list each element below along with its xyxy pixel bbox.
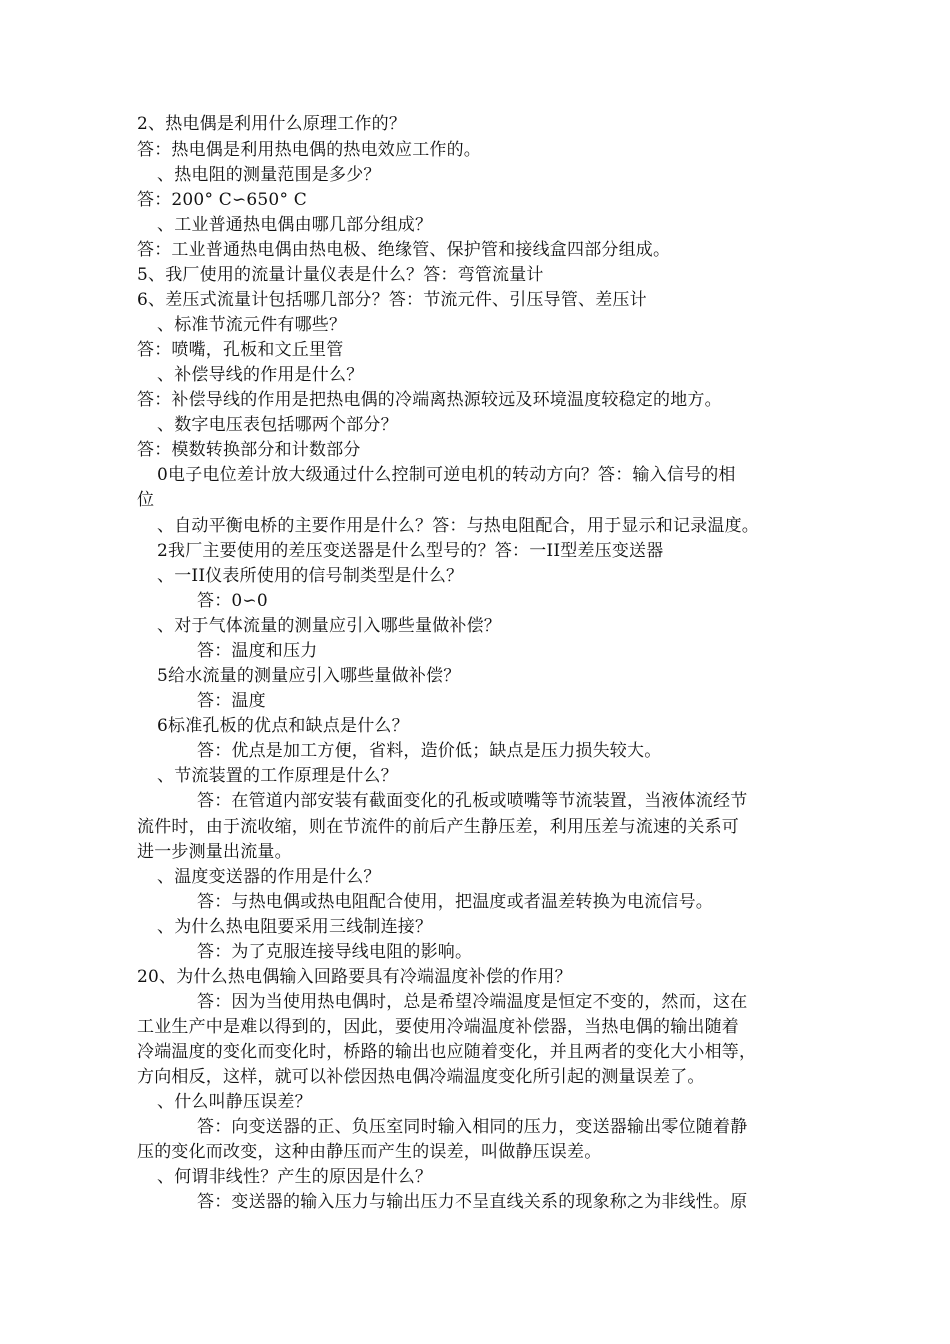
text-line: 答：0∽0 bbox=[197, 591, 268, 611]
text-line: 方向相反，这样，就可以补偿因热电偶冷端温度变化所引起的测量误差了。 bbox=[137, 1067, 705, 1087]
text-line: 、标准节流元件有哪些？ bbox=[157, 315, 347, 335]
text-line: 答：温度和压力 bbox=[197, 641, 318, 661]
text-line: 答：变送器的输入压力与输出压力不呈直线关系的现象称之为非线性。原 bbox=[197, 1192, 748, 1212]
text-line: 、补偿导线的作用是什么？ bbox=[157, 365, 364, 385]
text-line: 答：工业普通热电偶由热电极、绝缘管、保护管和接线盒四部分组成。 bbox=[137, 240, 671, 260]
text-line: 答：热电偶是利用热电偶的热电效应工作的。 bbox=[137, 140, 481, 160]
text-line: 答：补偿导线的作用是把热电偶的冷端离热源较远及环境温度较稳定的地方。 bbox=[137, 390, 722, 410]
text-line: 、节流装置的工作原理是什么？ bbox=[157, 766, 398, 786]
text-line: 答：为了克服连接导线电阻的影响。 bbox=[197, 942, 473, 962]
text-line: 答：向变送器的正、负压室同时输入相同的压力，变送器输出零位随着静 bbox=[197, 1117, 748, 1137]
text-line: 答：因为当使用热电偶时，总是希望冷端温度是恒定不变的，然而，这在 bbox=[197, 992, 748, 1012]
text-line: 、温度变送器的作用是什么？ bbox=[157, 867, 381, 887]
text-line: 6、差压式流量计包括哪几部分？答：节流元件、引压导管、差压计 bbox=[137, 290, 647, 310]
text-line: 答：在管道内部安装有截面变化的孔板或喷嘴等节流装置，当液体流经节 bbox=[197, 791, 748, 811]
text-line: 答：优点是加工方便，省料，造价低；缺点是压力损失较大。 bbox=[197, 741, 662, 761]
text-line: 、数字电压表包括哪两个部分？ bbox=[157, 415, 398, 435]
text-line: 、为什么热电阻要采用三线制连接？ bbox=[157, 917, 433, 937]
text-line: 5给水流量的测量应引入哪些量做补偿？ bbox=[157, 666, 461, 686]
text-line: 答：温度 bbox=[197, 691, 266, 711]
text-line: 6标准孔板的优点和缺点是什么？ bbox=[157, 716, 409, 736]
text-line: 进一步测量出流量。 bbox=[137, 842, 292, 862]
text-line: 答：模数转换部分和计数部分 bbox=[137, 440, 361, 460]
text-line: 20、为什么热电偶输入回路要具有冷端温度补偿的作用？ bbox=[137, 967, 572, 987]
text-line: 、自动平衡电桥的主要作用是什么？答：与热电阻配合，用于显示和记录温度。 bbox=[157, 516, 759, 536]
text-line: 、对于气体流量的测量应引入哪些量做补偿？ bbox=[157, 616, 501, 636]
text-line: 、何谓非线性？产生的原因是什么？ bbox=[157, 1167, 433, 1187]
text-line: 、一II仪表所使用的信号制类型是什么？ bbox=[157, 566, 464, 586]
text-line: 答：与热电偶或热电阻配合使用，把温度或者温差转换为电流信号。 bbox=[197, 892, 713, 912]
text-line: 、工业普通热电偶由哪几部分组成？ bbox=[157, 215, 433, 235]
text-line: 2我厂主要使用的差压变送器是什么型号的？答：一II型差压变送器 bbox=[157, 541, 664, 561]
text-line: 冷端温度的变化而变化时，桥路的输出也应随着变化，并且两者的变化大小相等， bbox=[137, 1042, 757, 1062]
text-line: 答：喷嘴，孔板和文丘里管 bbox=[137, 340, 344, 360]
text-line: 0电子电位差计放大级通过什么控制可逆电机的转动方向？答：输入信号的相 bbox=[157, 465, 736, 485]
text-line: 、热电阻的测量范围是多少？ bbox=[157, 165, 381, 185]
text-line: 、什么叫静压误差？ bbox=[157, 1092, 312, 1112]
text-line: 答：200° C∽650° C bbox=[137, 190, 307, 210]
text-line: 2、热电偶是利用什么原理工作的？ bbox=[137, 114, 407, 134]
text-line: 流件时，由于流收缩，则在节流件的前后产生静压差，利用压差与流速的关系可 bbox=[137, 817, 739, 837]
text-line: 工业生产中是难以得到的，因此，要使用冷端温度补偿器，当热电偶的输出随着 bbox=[137, 1017, 739, 1037]
text-line: 位 bbox=[137, 490, 155, 510]
text-line: 5、我厂使用的流量计量仪表是什么？答：弯管流量计 bbox=[137, 265, 544, 285]
text-line: 压的变化而改变，这种由静压而产生的误差，叫做静压误差。 bbox=[137, 1142, 602, 1162]
